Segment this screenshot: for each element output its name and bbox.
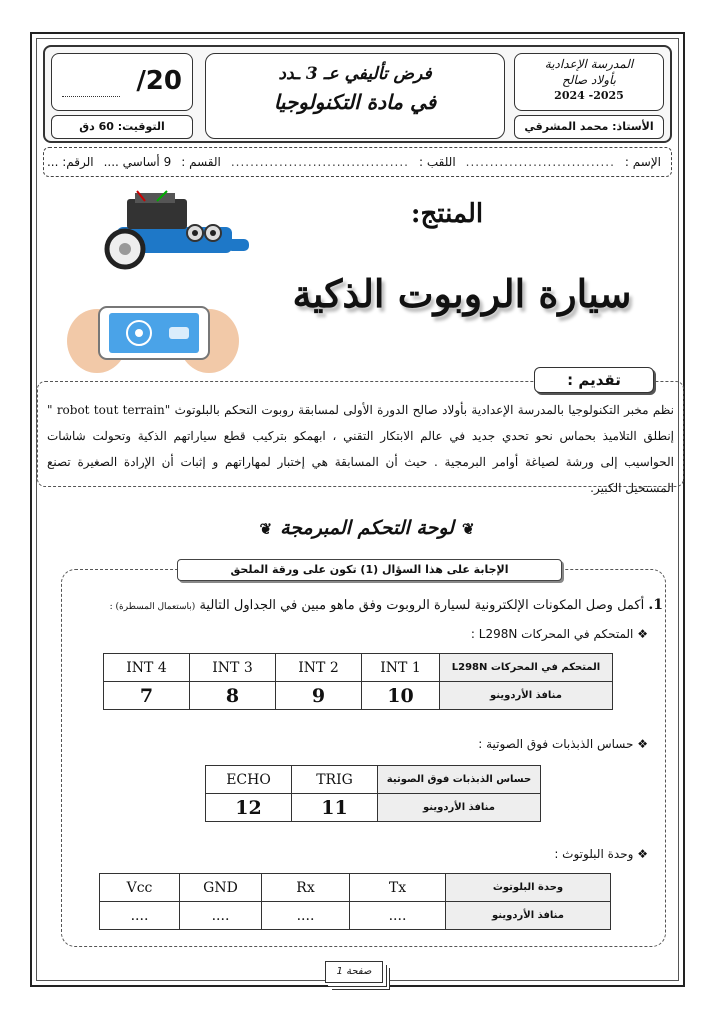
table3-col-1: Tx [350,874,446,902]
table3-val-4[interactable]: .... [100,902,180,930]
table1-col-2: INT 2 [276,654,362,682]
page-inner-border [36,38,679,981]
table2-col-1: TRIG [292,766,378,794]
product-label: المنتج: [410,199,484,229]
table3-row1-label: وحدة البلوتوث [446,874,611,902]
teacher-name: الأستاذ: محمد المشرقي [514,115,664,139]
robot-car-image [77,189,252,274]
table1-col-4: INT 4 [104,654,190,682]
table1-val-1[interactable]: 10 [362,682,440,710]
school-year: 2025- 2024 [554,89,624,102]
table2-row2-label: منافذ الأردوينو [378,794,541,822]
answer-note: الإجابة على هذا السؤال (1) تكون على ورقة الملحق [177,559,562,581]
exam-title: فرض تأليفي عـ 3 ـدد [278,64,432,84]
table3-col-3: GND [180,874,262,902]
page-frame [30,32,685,987]
score-box [51,53,193,111]
ornament-icon: ❦ [259,520,273,538]
student-info-row [43,147,672,177]
score-blank [62,96,120,97]
motor-driver-table [103,653,613,710]
table1-row1-label: المتحكم في المحركات L298N [440,654,613,682]
table1-val-2[interactable]: 9 [276,682,362,710]
product-name: سيارة الروبوت الذكية [292,271,632,316]
section-title-row [237,517,497,539]
table2-col-2: ECHO [206,766,292,794]
name-field[interactable]: ............................... [465,155,615,169]
number-label[interactable]: الرقم: ... [46,155,94,169]
ultrasonic-table [205,765,541,822]
table2-row1-label: حساس الذبذبات فوق الصوتية [378,766,541,794]
phone-controller-image [59,291,244,381]
question-1 [73,597,663,613]
question-number: 1. [648,597,663,613]
table1-col-1: INT 1 [362,654,440,682]
table3-val-3[interactable]: .... [180,902,262,930]
exam-subject: في مادة التكنولوجيا [273,90,437,114]
page-number: صفحة 1 [325,961,383,983]
exam-title-box [205,53,505,139]
table3-row2-label: منافذ الأردوينو [446,902,611,930]
exam-duration: التوقيت: 60 دق [51,115,193,139]
table1-col-3: INT 3 [190,654,276,682]
score-total: /20 [136,66,182,96]
surname-field[interactable]: ..................................... [230,155,409,169]
table3-heading-row [554,847,648,861]
ornament-icon: ❦ [461,520,475,538]
table3-col-2: Rx [262,874,350,902]
table3-val-2[interactable]: .... [262,902,350,930]
intro-title: تقديم : [534,367,654,393]
diamond-bullet-icon: ❖ [637,627,648,641]
exam-header [43,45,672,143]
question-hint: (باستعمال المسطرة) : [109,602,196,612]
table2-val-2[interactable]: 12 [206,794,292,822]
table2-heading-row [478,737,648,751]
school-location: بأولاد صالح [561,73,617,87]
bluetooth-table [99,873,611,930]
table3-col-4: Vcc [100,874,180,902]
table1-row2-label: منافذ الأردوينو [440,682,613,710]
table3-heading: وحدة البلوتوث : [554,847,634,861]
table1-heading-row [471,627,648,641]
diamond-bullet-icon: ❖ [637,737,648,751]
school-name: المدرسة الإعدادية [544,57,634,71]
name-label: الإسم : [624,155,661,169]
diamond-bullet-icon: ❖ [637,847,648,861]
table2-val-1[interactable]: 11 [292,794,378,822]
table1-val-4[interactable]: 7 [104,682,190,710]
intro-text: نظم مخبر التكنولوجيا بالمدرسة الإعدادية بأولاد صالح الدورة الأولى لمسابقة روبوت التحكم بالبلوتوث "robot tout terrain " إنطلق التلاميذ بحماس نحو تحدي جديد في عالم الابتكار التقني ، ابهمكو بتركيب قطع سياراتهم الذكية وتحولت شاشات الحواسيب إلى ورشة لصياغة أوامر البرمجية . حيث أن المسابقة هي إختبار لمهاراتهم و إثبات أن الإرادة الصغيرة تصنع المستحيل الكبير. [47,403,674,495]
section-title: لوحة التحكم المبرمجة [280,517,454,539]
school-box [514,53,664,111]
table1-val-3[interactable]: 8 [190,682,276,710]
class-label: القسم : [181,155,221,169]
class-value[interactable]: 9 أساسي .... [103,155,172,169]
table2-heading: حساس الذبذبات فوق الصوتية : [478,737,634,751]
surname-label: اللقب : [418,155,456,169]
table3-val-1[interactable]: .... [350,902,446,930]
table1-heading: المتحكم في المحركات L298N : [470,627,634,641]
question-text: أكمل وصل المكونات الإلكترونية لسيارة الروبوت وفق ماهو مبين في الجداول التالية [199,598,645,613]
